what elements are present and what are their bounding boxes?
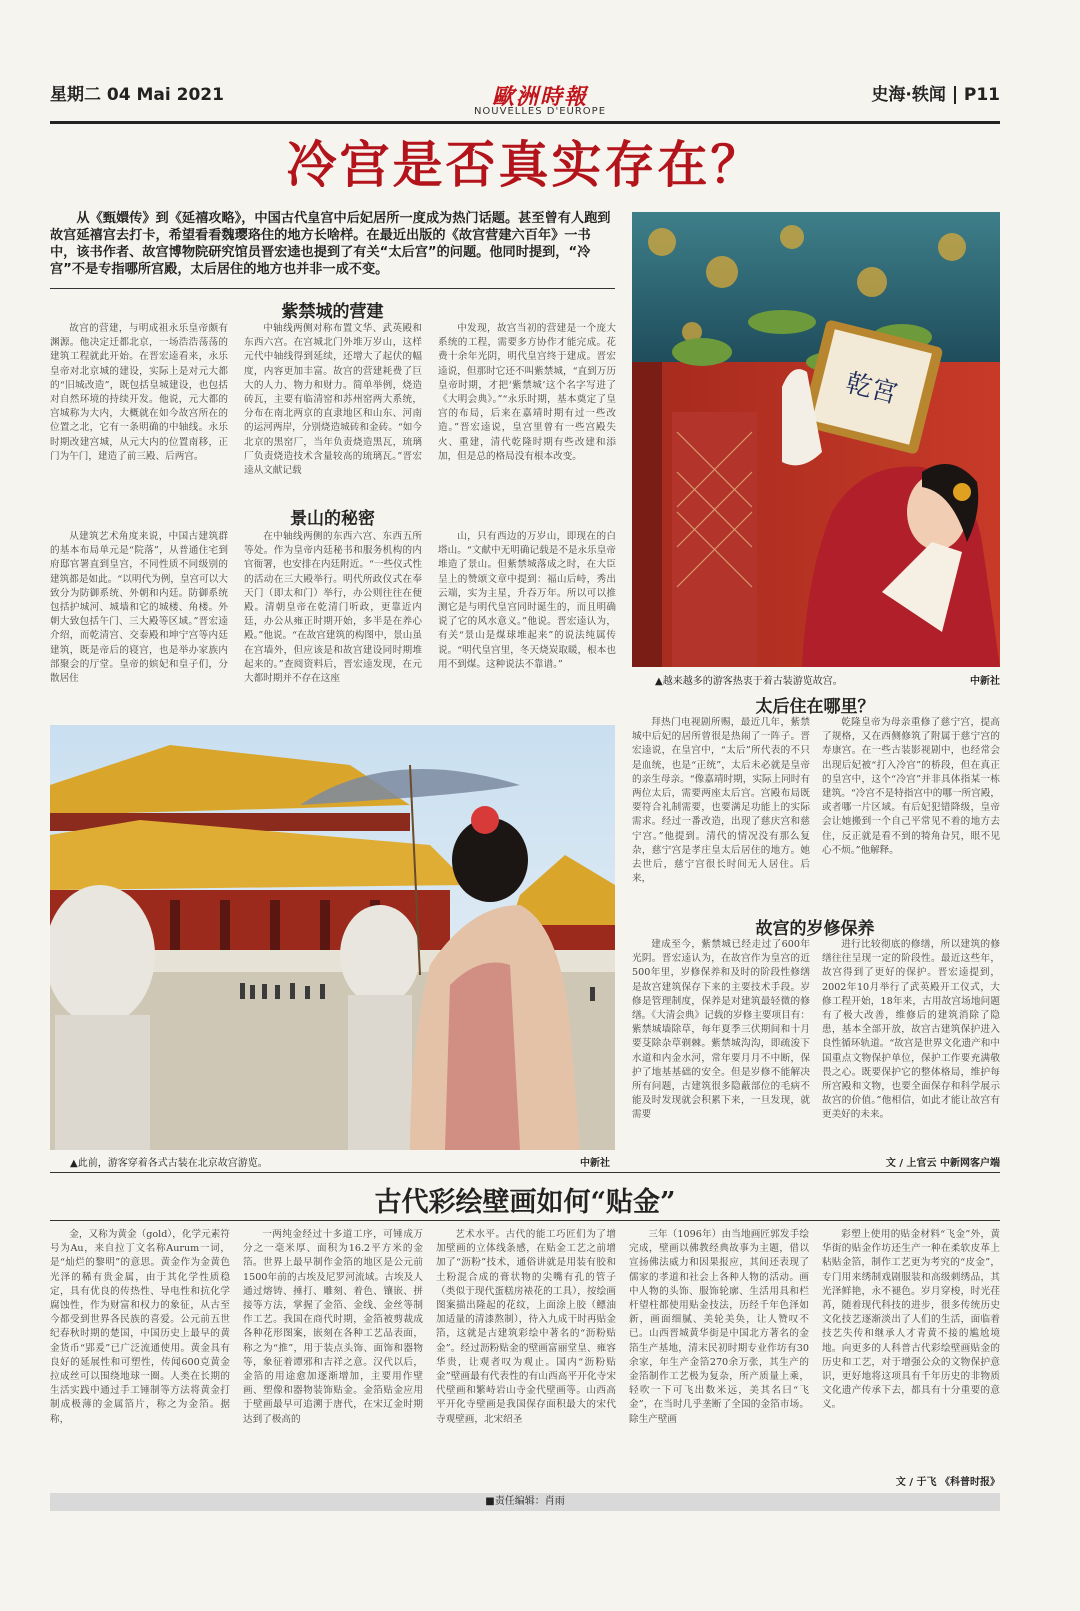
photo-palace-umbrella-image bbox=[50, 725, 615, 1150]
editor-footer: ■责任编辑：肖雨 bbox=[50, 1493, 1000, 1511]
article2-top-rule bbox=[50, 1172, 1000, 1173]
section-name: 史海·轶闻 bbox=[871, 85, 946, 105]
section-title-empress-dowager: 太后住在哪里？ bbox=[755, 697, 875, 717]
section1-column-2 bbox=[244, 322, 422, 497]
paragraph: 彩塑上使用的贴金材料“飞金”外，黄华街的贴金作坊还生产一种在柔软皮革上粘贴金箔，制作工艺更为考究的“皮金”，专门用来绣制戏剧服装和高级刺绣品，其光泽鲜艳，永不褪色。岁月穿梭，时光荏苒，随着现代科技的进步，很多传统历史文化技艺逐渐淡出了人们的生活，面临着技艺失传和继承人才青黄不接的尴尬境地。向更多的人科普古代彩绘壁画贴金的历史和工艺，对于增强公众的文物保护意识，更好地将这项具有千年历史的非物质文化遗产传承下去，都具有十分重要的意义。 bbox=[822, 1229, 1000, 1411]
paragraph: 拜热门电视剧所赐，最近几年，紫禁城中后妃的居所曾很是热闹了一阵子。晋宏逵说，在皇宫中，“太后”所代表的不只是血统，也是“正统”，太后未必就是皇帝的亲生母亲。“像嘉靖时期，实际上同时有两位太后，需要两座太后宫。宫殿布局既要符合礼制需要，也要满足功能上的实际需求。经过一番改造，出现了慈庆宫和慈宁宫。”他提到。清代的情况没有那么复杂，慈宁宫是孝庄皇太后居住的地方。她去世后，慈宁宫很长时间无人居住。后来， bbox=[632, 717, 810, 885]
section-title-jingshan: 景山的秘密 bbox=[290, 509, 375, 529]
photo-palace-umbrella bbox=[50, 725, 615, 1150]
photo2-credit: 中新社 bbox=[580, 1158, 610, 1169]
section2-column-2 bbox=[244, 530, 422, 715]
section4-column-2 bbox=[822, 938, 1000, 1138]
section1-column-3 bbox=[438, 322, 616, 497]
paragraph: 一两纯金经过十多道工序，可锤成万分之一毫米厚、面积为16.2平方米的金箔。世界上最早制作金箔的地区是公元前1500年前的古埃及尼罗河流域。古埃及人通过熔铸、捶打、雕刻、着色、镶嵌、拼接等方法，掌握了金箔、金线、金丝等制作工艺。我国在商代时期，金箔被剪裁成各种花形图案，嵌刻在各种工艺品表面，称之为“推”，用于装点头饰、面饰和器物等，象征着谭邪和吉祥之意。汉代以后，金箔的用途愈加逐渐增加，主要用作壁画、塑像和器物装饰贴金。金箔贴金应用于壁画最早可追溯于唐代，在宋辽金时期达到了极高的 bbox=[243, 1229, 423, 1425]
article2-column-4 bbox=[629, 1228, 809, 1488]
photo1-caption: ▲越来越多的游客热衷于着古装游览故宫。 bbox=[655, 676, 843, 687]
section2-column-1 bbox=[50, 530, 228, 715]
paragraph: 建成至今，紫禁城已经走过了600年光阴。晋宏逵认为，在故宫作为皇宫的近500年里，岁修保养和及时的阶段性修缮是故宫建筑保存下来的主要技术手段。岁修是管理制度，保养是对建筑最轻微的修缮。《大清会典》记载的岁修主要项目有：紫禁城墙除草，每年夏季三伏期间和十月要芟除杂草剃棘。紫禁城沟沟，即疏浚下水道和内金水河，常年要月月不中断，保护了地基基础的安全。但是岁修不能解决所有问题，古建筑很多隐蔽部位的毛病不能及时发现就会积累下来，一旦发现，就需要 bbox=[632, 939, 810, 1121]
photo-woman-plaque-image bbox=[632, 212, 1000, 667]
article2-column-1 bbox=[50, 1228, 230, 1488]
paragraph: 中轴线两侧对称布置文华、武英殿和东西六宫。在宫城北门外堆万岁山，这样元代中轴线得到延续，还增大了起伏的幅度，内容更加丰富。故宫的营建耗费了巨大的人力、物力和财力。简单举例，烧造砖瓦，主要有临清窑和苏州窑两大系统，分布在南北两京的直隶地区和山东、河南的运河两岸，分别烧造城砖和金砖。“如今北京的黑窑厂，当年负责烧造黑瓦，琉璃厂负责烧造技术含量较高的琉璃瓦。”晋宏逵从文献记载 bbox=[244, 323, 422, 477]
article2-headline: 古代彩绘壁画如何“贴金” bbox=[374, 1187, 676, 1218]
article2-credit: 文 / 于飞 《科普时报》 bbox=[895, 1477, 1000, 1488]
newspaper-logo-subtitle: NOUVELLES D'EUROPE bbox=[473, 106, 607, 117]
article2-column-3 bbox=[436, 1228, 616, 1488]
section3-column-2 bbox=[822, 716, 1000, 911]
paragraph: 山，只有西边的万岁山，即现在的白塔山。“文献中无明确记载是不是永乐皇帝堆造了景山。但紫禁城落成之时，在大臣呈上的赞颂文章中提到：福山后峙，秀出云端，实为主星，升吞万年。所以可以推测它是与明代皇宫同时诞生的，而且明确说了它的风水意义。”他说。晋宏逵认为，有关“景山是煤球堆起来”的说法纯属传说。“明代皇宫里，冬天烧炭取暖，根本也用不到煤。这种说法不靠谱。” bbox=[438, 531, 616, 670]
paragraph: 从建筑艺术角度来说，中国古建筑群的基本布局单元是“院落”，从普通住宅到府邸官署直到皇宫，不同性质不同级别的建筑都是如此。“以明代为例，皇宫可以大致分为防御系统、外朝和内廷。防御系统包括护城河、城墙和它的城楼、角楼。外朝大致包括午门、三大殿等区域。”晋宏逵介绍，而乾清宫、交泰殿和坤宁宫等内廷建筑，既是帝后的寝宫，也是举办家族内部聚会的厅堂。皇帝的嫔妃和皇子们，分散居住 bbox=[50, 531, 228, 685]
top-rule bbox=[50, 121, 1000, 124]
section-title-maintenance: 故宫的岁修保养 bbox=[755, 919, 875, 939]
divider bbox=[954, 86, 956, 104]
paragraph: 在中轴线两侧的东西六宫、东西五所等处。作为皇帝内廷秘书和服务机构的内官衙署，也安排在内廷附近。“一些仪式性的活动在三大殿举行。明代所政仪式在奉天门（即太和门）举行，办公则往往在便殿。清朝皇帝在乾清门听政，更靠近内廷，办公从雍正时期开始，多半是在养心殿。”他说。“在故宫建筑的构图中，景山虽在宫墙外，但应该是和故宫建设同时期堆起来的。”查阅资料后，晋宏逵发现，在元大都时期并不存在这座 bbox=[244, 531, 422, 685]
section1-column-1 bbox=[50, 322, 228, 497]
photo-woman-plaque bbox=[632, 212, 1000, 667]
section-title-construction: 紫禁城的营建 bbox=[281, 302, 384, 322]
paragraph: 乾隆皇帝为母亲重修了慈宁宫，提高了规格，又在西侧修筑了附属于慈宁宫的寿康宫。在一些古装影视剧中，也经常会出现后妃被“打入冷宫”的桥段，但在真正的皇宫中，这个“冷宫”并非具体指某一栋建筑。“冷宫不是特指宫中的哪一所宫殿，或者哪一片区域。有后妃犯错降级，皇帝会让她搬到一个自己平常见不着的地方去住，反正就是看不到的犄角旮旯，眼不见心不烦。”他解释。 bbox=[822, 717, 1000, 856]
paragraph: 三年（1096年）由当地画匠郭发手绘完成，壁画以佛教经典故事为主题，借以宣扬佛法威力和因果报应，其间还表现了儒家的孝道和社会上各种人物的活动。画中人物的头饰、服饰轮廓、生活用具和栏杆望柱都使用贴金技法，历经千年色泽如新，画面细腻、美轮美奂，让人赞叹不已。山西晋城黄华街是中国北方著名的金箔生产基地，清末民初时期专业作坊有30余家，年生产金箔270余万张，其生产的金箔制作工艺极为复杂，所产质量上乘，轻吹一下可飞出数米远，美其名曰“飞金”，在当时几乎垄断了全国的金箔市场。除生产壁画 bbox=[629, 1229, 809, 1425]
section4-column-1 bbox=[632, 938, 810, 1153]
article1-credit: 文 / 上官云 中新网客户端 bbox=[885, 1158, 1000, 1169]
paragraph: 艺术水平。古代的能工巧匠们为了增加壁画的立体线条感，在贴金工艺之前增加了“沥粉”技术，通俗讲就是用装有胶和土粉混合成的膏状物的尖嘴有孔的管子（类似于现代蛋糕房裱花的工具），按绘画图案描出隆起的花纹，上面涂上胶（鳔油加适量的清漆熬制），待入九成干时再贴金箔，这就是古建筑彩绘中著名的“沥粉贴金”。经过沥粉贴金的壁画富丽堂皇、雍容华贵，让观者叹为观止。国内“沥粉贴金”壁画最有代表性的有山西高平开化寺宋代壁画和繁峙岩山寺金代壁画等。山西高平开化寺壁画是我国保存面积最大的宋代寺观壁画，北宋绍圣 bbox=[436, 1229, 616, 1425]
page-headline: 冷宫是否真实存在？ bbox=[286, 135, 764, 194]
paragraph: 进行比较彻底的修缮，所以建筑的修缮往往呈现一定的阶段性。最近这些年，故宫得到了更好的保护。晋宏逵提到，2002年10月举行了武英殿开工仪式，大修工程开始，18年来，古用故宫场地问题有了极大改善，维修后的建筑消除了隐患，基本全部开放，故宫古建筑保护进入良性循环轨道。“故宫是世界文化遗产和中国重点文物保护单位，保护工作要充满敬畏之心。既要保护它的整体格局，维护每所宫殿和文物，也要全面保存和科学展示故宫的价值。”他相信，如此才能让故宫有更美好的未来。 bbox=[822, 939, 1000, 1121]
paragraph: 金，又称为黄金（gold），化学元素符号为Au，来自拉丁文名称Aurum一词，是“灿烂的黎明”的意思。黄金作为金黄色光泽的稀有贵金属，由于其化学性质稳定，具有优良的传热性、导电性和抗化学腐蚀性，作为财富和权力的象征，从古至今都受到世界各民族的喜爱。公元前五世纪春秋时期的楚国，中国历史上最早的黄金货币“郢爰”已广泛流通使用。黄金具有良好的延展性和可塑性，传闻600克黄金拉成丝可以围绕地球一圈。人类在长期的生活实践中通过手工锤制等方法将黄金打制成极薄的金属箔片，称之为金箔。据称， bbox=[50, 1229, 230, 1425]
lead-paragraph: 从《甄嬛传》到《延禧攻略》，中国古代皇宫中后妃居所一度成为热门话题。甚至曾有人跑到故宫延禧宫去打卡，希望看看魏璎珞住的地方长啥样。在最近出版的《故宫营建六百年》一书中，该书作者、故宫博物院研究馆员晋宏逵也提到了有关“太后宫”的问题。他同时提到，“冷宫”不是专指哪所宫殿，太后居住的地方也并非一成不变。 bbox=[50, 211, 611, 277]
issue-date: 星期二 04 Mai 2021 bbox=[50, 85, 224, 105]
paragraph: 故宫的营建，与明成祖永乐皇帝颇有渊源。他决定迁都北京，一场浩浩荡荡的建筑工程就此开始。在晋宏逵看来，永乐皇帝对北京城的建设，实际上是对元大都的“旧城改造”，既包括皇城建设，也包括对自然环境的持续开发。他说，元大都的宫城称为大内，大概就在如今故宫所在的位置之北，它有一条明确的中轴线。永乐时期改建宫城，从元大内的位置南移，正门为午门，建造了前三殿、后两宫。 bbox=[50, 323, 228, 462]
section3-column-1 bbox=[632, 716, 810, 911]
lead-rule bbox=[50, 288, 615, 289]
article2-column-2 bbox=[243, 1228, 423, 1488]
article2-column-5 bbox=[822, 1228, 1000, 1470]
paragraph: 中发现，故宫当初的营建是一个庞大系统的工程，需要多方协作才能完成。花费十余年光阴，明代皇宫终于建成。晋宏逵说，但那时它还不叫紫禁城，“直到万历皇帝时期，才把‘紫禁城’这个名字写进了《大明会典》。”“永乐时期，基本奠定了皇宫的布局，后来在嘉靖时期有过一些改造。”晋宏逵说，皇宫里曾有一些宫殿失火、重建，清代乾隆时期有些改建和添加，但是总的格局没有根本改变。 bbox=[438, 323, 616, 462]
article2-headline-rule bbox=[50, 1220, 1000, 1221]
photo2-caption: ▲此前，游客穿着各式古装在北京故宫游览。 bbox=[70, 1158, 268, 1169]
plaque-text: 乾宮 bbox=[842, 368, 901, 410]
page-number: P11 bbox=[963, 85, 1000, 105]
newspaper-logo: 歐洲時報 bbox=[491, 84, 588, 110]
section2-column-3 bbox=[438, 530, 616, 715]
page-section bbox=[871, 80, 1000, 105]
photo1-credit: 中新社 bbox=[970, 676, 1000, 687]
